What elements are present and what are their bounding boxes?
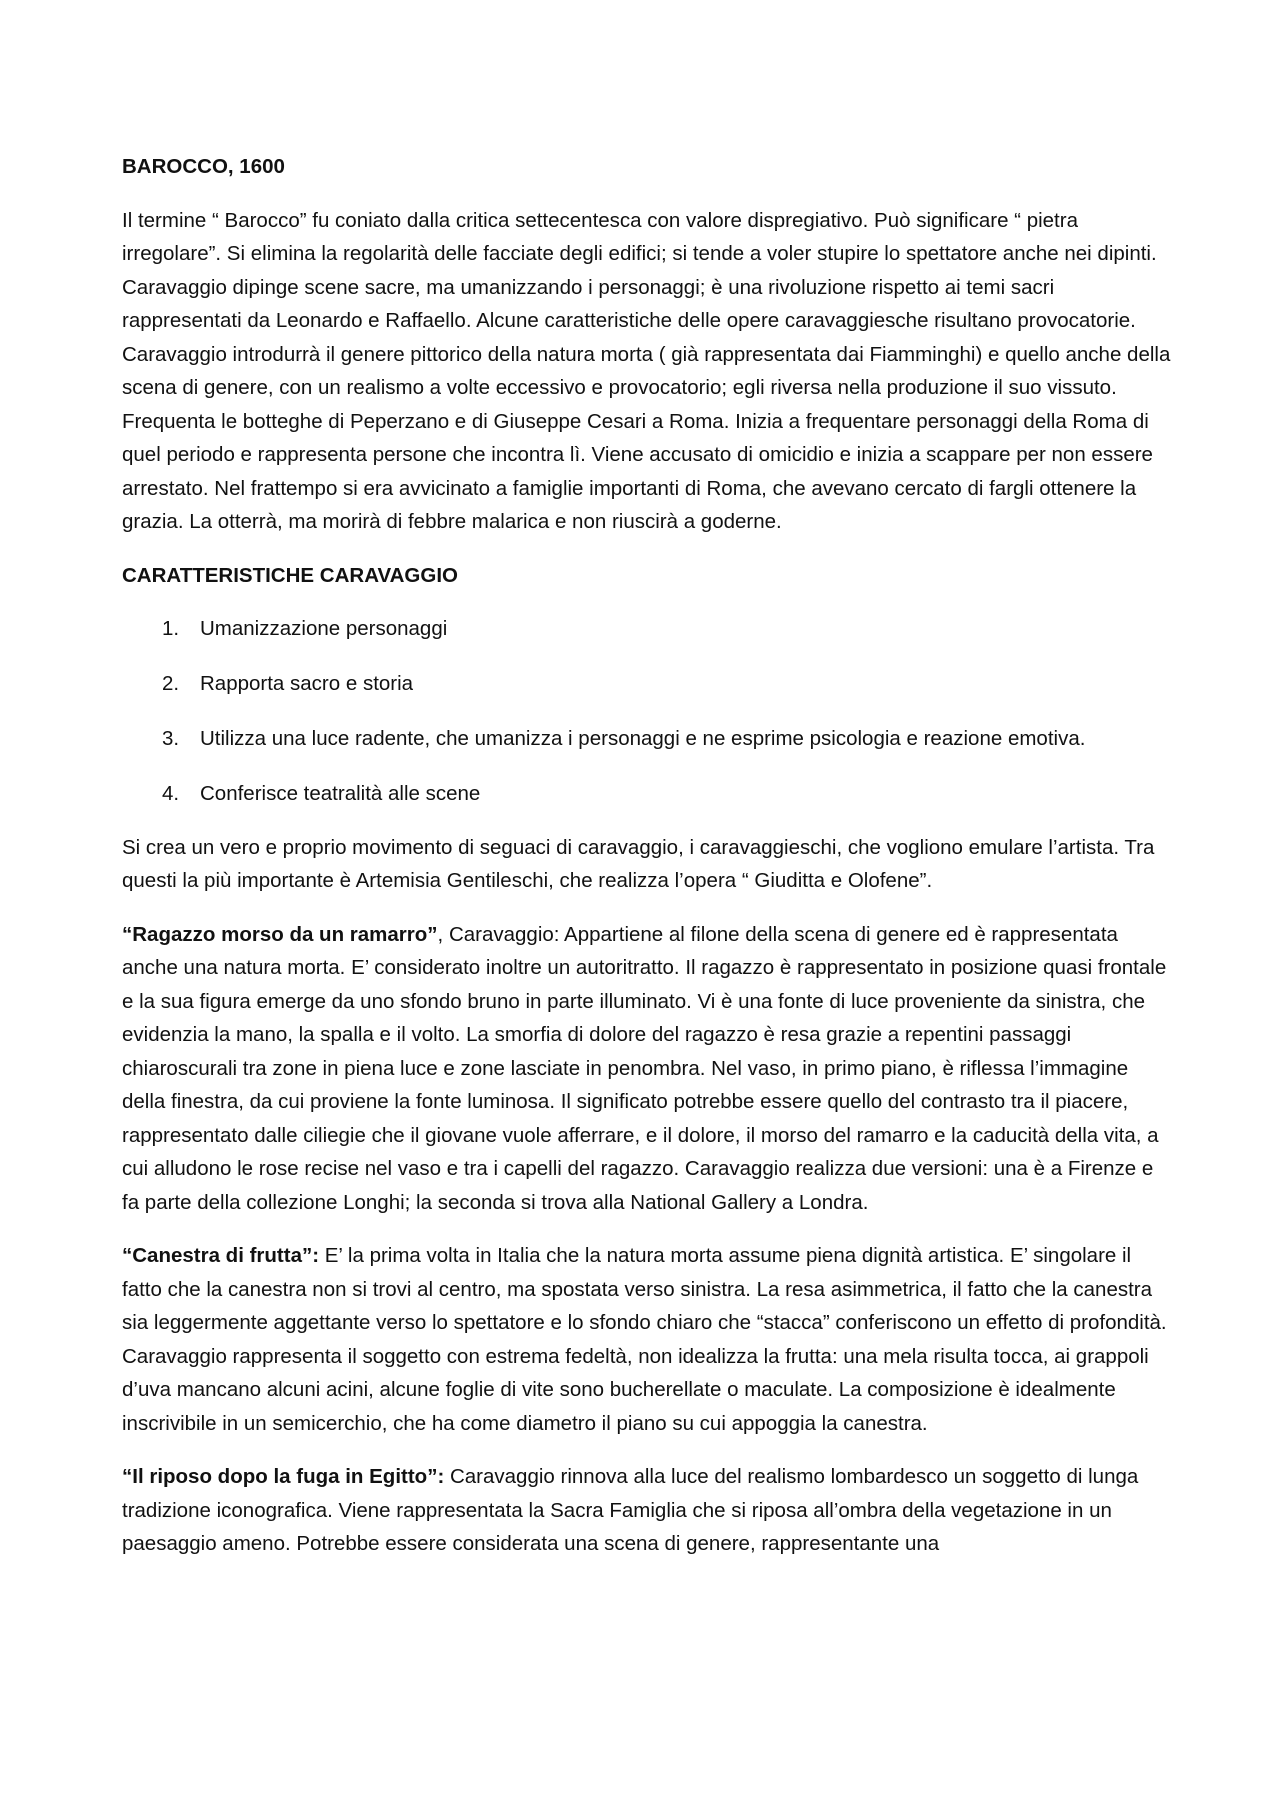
list-text: Utilizza una luce radente, che umanizza i personaggi e ne esprime psicologia e reazione emotiva. — [200, 727, 1086, 750]
section-heading: CARATTERISTICHE CARAVAGGIO — [122, 563, 458, 587]
work-text: Caravaggio rinnova alla luce del realismo lombardesco un soggetto di lunga tradizione iconografica. Viene rappresentata la Sacra Famiglia che si riposa all’ombra della vegetazione in un paesaggio ameno. Potrebbe essere considerata una scena di genere, rappresentante una — [122, 1465, 1139, 1555]
list-number: 1. — [162, 617, 180, 640]
work-title: “Canestra di frutta”: — [122, 1244, 320, 1267]
followers-paragraph: Si crea un vero e proprio movimento di seguaci di caravaggio, i caravaggieschi, che vogliono emulare l’artista. Tra questi la più importante è Artemisia Gentileschi, che realizza l’opera “ Giuditta e Olofene”. — [122, 835, 1155, 892]
list-text: Conferisce teatralità alle scene — [200, 782, 481, 805]
document-page — [122, 150, 1172, 1581]
work-paragraph-canestra — [122, 1239, 1172, 1440]
intro-paragraph: Il termine “ Barocco” fu coniato dalla critica settecentesca con valore dispregiativo. Può significare “ pietra irregolare”. Si elimina la regolarità delle facciate degli edifici; si tende a voler stupire lo spettatore anche nei dipinti. Caravaggio dipinge scene sacre, ma umanizzando i personaggi; è una rivoluzione rispetto ai temi sacri rappresentati da Leonardo e Raffaello. Alcune caratteristiche delle opere caravaggiesche risultano provocatorie. Caravaggio introdurrà il genere pittorico della natura morta ( già rappresentata dai Fiamminghi) e quello anche della scena di genere, con un realismo a volte eccessivo e provocatorio; egli riversa nella produzione il suo vissuto. Frequenta le botteghe di Peperzano e di Giuseppe Cesari a Roma. Inizia a frequentare personaggi della Roma di quel periodo e rappresenta persone che incontra lì. Viene accusato di omicidio e inizia a scappare per non essere arrestato. Nel frattempo si era avvicinato a famiglie importanti di Roma, che avevano cercato di fargli ottenere la grazia. La otterrà, ma morirà di febbre malarica e non riuscirà a goderne. — [122, 208, 1171, 533]
list-number: 4. — [162, 782, 180, 805]
list-item — [122, 667, 1172, 701]
work-paragraph-ragazzo — [122, 918, 1172, 1220]
document-title: BAROCCO, 1600 — [122, 155, 285, 178]
list-number: 2. — [162, 672, 180, 695]
characteristics-list — [122, 612, 1172, 811]
work-title: “Ragazzo morso da un ramarro” — [122, 922, 438, 946]
work-title: “Il riposo dopo la fuga in Egitto”: — [122, 1465, 445, 1488]
list-item — [122, 777, 1172, 811]
work-paragraph-riposo — [122, 1460, 1172, 1561]
list-text: Rapporta sacro e storia — [200, 672, 414, 695]
list-item — [122, 612, 1172, 646]
work-text: , Caravaggio: Appartiene al filone della scena di genere ed è rappresentata anche una natura morta. E’ considerato inoltre un autoritratto. Il ragazzo è rappresentato in posizione quasi frontale e la sua figura emerge da uno sfondo bruno in parte illuminato. Vi è una fonte di luce proveniente da sinistra, che evidenzia la mano, la spalla e il volto. La smorfia di dolore del ragazzo è resa grazie a repentini passaggi chiaroscurali tra zone in piena luce e zone lasciate in penombra. Nel vaso, in primo piano, è riflessa l’immagine della finestra, da cui proviene la fonte luminosa. Il significato potrebbe essere quello del contrasto tra il piacere, rappresentato dalle ciliegie che il giovane vuole afferrare, e il dolore, il morso del ramarro e la caducità della vita, a cui alludono le rose recise nel vaso e tra i capelli del ragazzo. Caravaggio realizza due versioni: una è a Firenze e fa parte della collezione Longhi; la seconda si trova alla National Gallery a Londra. — [122, 922, 1167, 1214]
list-item — [122, 722, 1172, 756]
list-number: 3. — [162, 727, 180, 750]
work-text: E’ la prima volta in Italia che la natura morta assume piena dignità artistica. E’ singolare il fatto che la canestra non si trovi al centro, ma spostata verso sinistra. La resa asimmetrica, il fatto che la canestra sia leggermente aggettante verso lo spettatore e lo sfondo chiaro che “stacca” conferiscono un effetto di profondità. Caravaggio rappresenta il soggetto con estrema fedeltà, non idealizza la frutta: una mela risulta tocca, ai grappoli d’uva mancano alcuni acini, alcune foglie di vite sono bucherellate o maculate. La composizione è idealmente inscrivibile in un semicerchio, che ha come diametro il piano su cui appoggia la canestra. — [122, 1244, 1167, 1435]
list-text: Umanizzazione personaggi — [200, 617, 448, 640]
